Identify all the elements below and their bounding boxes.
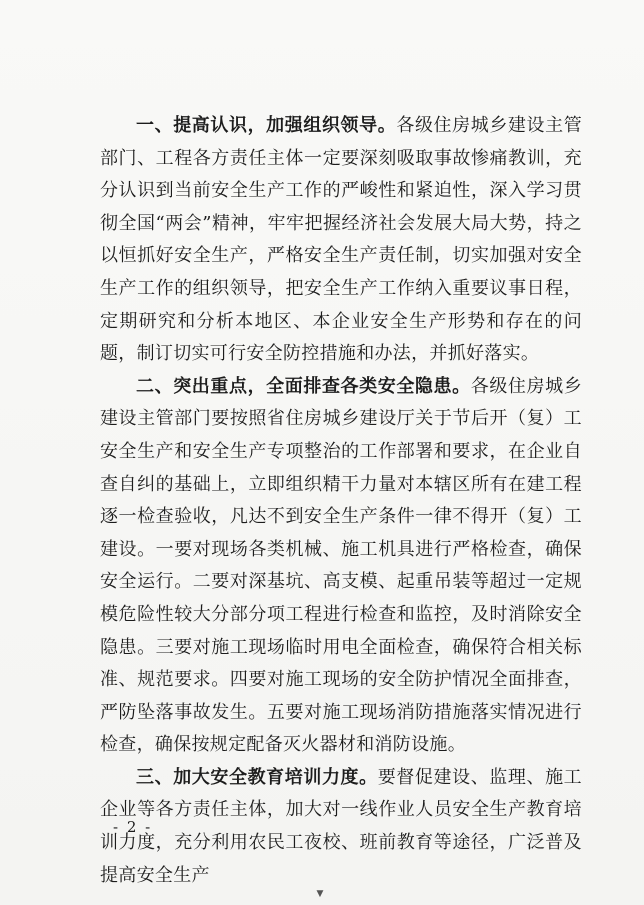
paragraph-1-text: 各级住房城乡建设主管部门、工程各方责任主体一定要深刻吸取事故惨痛教训，充分认识到当前安全生产工作的严峻性和紧迫性，深入学习贯彻全国“两会”精神，牢牢把握经济社会发展大局大势，持之以恒抓好安全生产，严格安全生产责任制，切实加强对安全生产工作的组织领导，把安全生产工作纳入重要议事日程，定期研究和分析本地区、本企业安全生产形势和存在的问题，制订切实可行安全防控措施和办法，并抓好落实。: [100, 115, 583, 365]
paragraph-3-text: 要督促建设、监理、施工企业等各方责任主体，加大对一线作业人员安全生产教育培训力度，充分利用农民工夜校、班前教育等途径，广泛普及提高安全生产: [100, 766, 582, 886]
paragraph-1: [100, 110, 582, 371]
paragraph-3-heading: 三、加大安全教育培训力度。: [136, 766, 378, 788]
paragraph-3: [100, 762, 582, 892]
triangle-down-icon[interactable]: ▼: [316, 889, 324, 899]
paragraph-2: [100, 371, 582, 762]
paragraph-2-heading: 二、突出重点，全面排查各类安全隐患。: [136, 375, 471, 397]
paragraph-2-text: 各级住房城乡建设主管部门要按照省住房城乡建设厅关于节后开（复）工安全生产和安全生产专项整治的工作部署和要求，在企业自查自纠的基础上，立即组织精干力量对本辖区所有在建工程逐一检查验收，凡达不到安全生产条件一律不得开（复）工建设。一要对现场各类机械、施工机具进行严格检查，确保安全运行。二要对深基坑、高支模、起重吊装等超过一定规模危险性较大分部分项工程进行检查和监控，及时消除安全隐患。三要对施工现场临时用电全面检查，确保符合相关标准、规范要求。四要对施工现场的安全防护情况全面排查，严防坠落事故发生。五要对施工现场消防措施落实情况进行检查，确保按规定配备灭火器材和消防设施。: [100, 375, 582, 756]
document-body: [100, 110, 582, 892]
paragraph-1-heading: 一、提高认识，加强组织领导。: [136, 115, 397, 136]
page-number: - 2 -: [113, 818, 153, 836]
